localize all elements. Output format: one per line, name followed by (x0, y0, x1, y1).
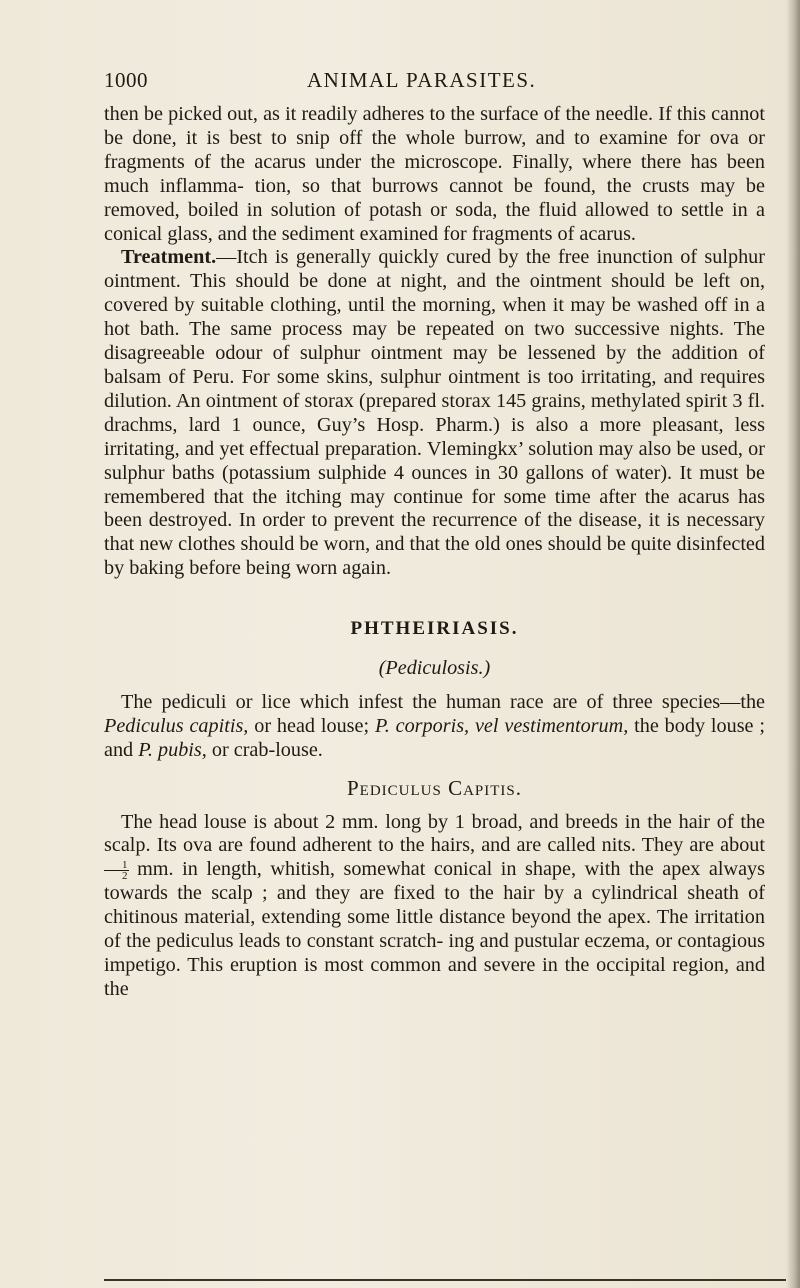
page-header (104, 68, 754, 98)
fraction-numerator: 1 (104, 860, 129, 871)
page-edge-shadow (786, 0, 800, 1288)
treatment-label: Treatment. (121, 246, 217, 269)
intro-paragraph (104, 691, 765, 763)
fraction-denominator: 2 (122, 870, 128, 883)
section-subtitle: (Pediculosis.) (378, 657, 491, 680)
running-head: ANIMAL PARASITES. (307, 68, 537, 92)
section-title: PHTHEIRIASIS. (350, 618, 519, 640)
intro-text-4: or crab-louse. (206, 738, 323, 761)
subsection-title: Pediculus Capitis. (346, 775, 523, 800)
intro-species-corporis: P. corporis, vel vestimentorum, (374, 714, 629, 737)
page-number: 1000 (104, 68, 148, 92)
intro-text-1: The pediculi or lice which infest the human race are of three species—the (121, 690, 765, 713)
page-body (104, 103, 765, 1002)
bottom-rule (104, 1279, 786, 1281)
fraction (104, 860, 129, 881)
capitis-paragraph (104, 811, 765, 1002)
intro-text-3: the body louse ; and (104, 714, 765, 761)
intro-species-capitis: Pediculus capitis, (104, 714, 249, 737)
capitis-text-1: The head louse is about 2 mm. long by 1 broad, and breeds in the hair of the scalp. Its ova are found adherent to the hairs, and are called nits. They are about (104, 810, 765, 857)
paragraph-continued: then be picked out, as it readily adheres to the surface of the needle. If this cannot be done, it is best to snip off the whole burrow, and to examine for ova or fragments of the acarus under the microscope. Finally, where there has been much inflamma- tion, so that burrows cannot be found, the crusts may be removed, boiled in solution of potash or soda, the fluid allowed to settle in a conical glass, and the sediment examined for fragments of acarus. (104, 103, 765, 245)
capitis-text-2: mm. in length, whitish, somewhat conical in shape, with the apex always towards the scalp ; and they are fixed to the hair by a cylindrical sheath of chitinous material, extending some little distance beyond the apex. The irritation of the pediculus leads to constant scratch- ing and pustular eczema, or contagious impetigo. This eruption is most common and severe in the occipital region, and the (104, 858, 765, 1000)
intro-text-2: or head louse; (248, 714, 375, 737)
intro-species-pubis: P. pubis, (138, 738, 207, 761)
treatment-text: —Itch is generally quickly cured by the free inunction of sulphur ointment. This should be done at night, and the ointment should be left on, covered by suitable clothing, until the morning, when it may be washed off in a hot bath. The same process may be repeated on two successive nights. The disagreeable odour of sulphur ointment may be lessened by the addition of balsam of Peru. For some skins, sulphur ointment is too irritating, and requires dilution. An ointment of storax (prepared storax 145 grains, methylated spirit 3 fl. drachms, lard 1 ounce, Guy’s Hosp. Pharm.) is also a more pleasant, less irritating, and yet effectual preparation. Vlemingkx’ solution may also be used, or sulphur baths (potassium sulphide 4 ounces in 30 gallons of water). It must be remembered that the itching may continue for some time after the acarus has been destroyed. In order to prevent the recurrence of the disease, it is necessary that new clothes should be worn, and that the old ones should be quite disinfected by baking before being worn again. (104, 246, 765, 580)
treatment-paragraph (104, 246, 765, 581)
